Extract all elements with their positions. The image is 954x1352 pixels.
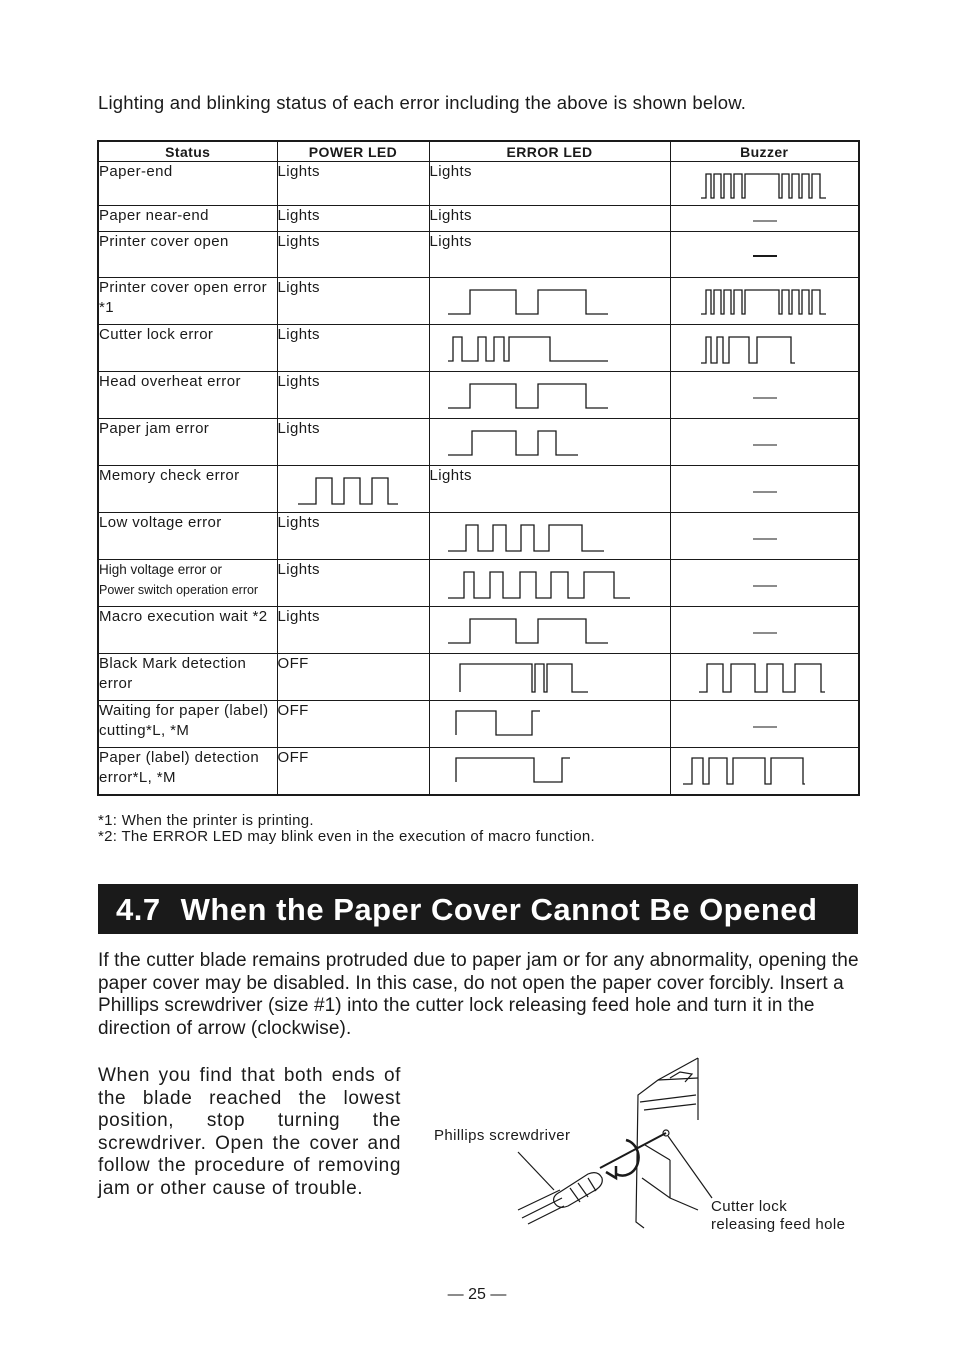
followup-paragraph: When you find that both ends of the blade reached the lowest position, stop turning the screwdriver. Open the cover and follow the procedure of removing jam or other cause of trouble. [98,1065,401,1199]
buzzer-waveform [671,419,860,466]
label-feed-hole: releasing feed hole [711,1216,846,1233]
status-cell: Paper (label) detection error*L, *M [98,748,277,795]
error-led-waveform [430,419,671,466]
status-cell: Paper near-end [98,206,277,232]
error-led-cell [429,654,670,701]
error-led-cell [429,513,670,560]
buzzer-cell [670,162,859,206]
power-led-cell: Lights [277,206,429,232]
waveform-trace [298,478,398,504]
waveform-trace [448,290,608,314]
error-led-waveform [430,513,671,560]
table-row [98,748,859,795]
waveform-trace [448,619,608,643]
waveform-trace [448,572,630,598]
power-led-cell: Lights [277,419,429,466]
error-status-table [97,140,860,796]
buzzer-cell [670,372,859,419]
buzzer-cell [670,466,859,513]
status-cell: Head overheat error [98,372,277,419]
section-title: When the Paper Cover Cannot Be Opened [180,892,818,927]
waveform-trace [460,664,588,692]
buzzer-waveform [671,325,860,372]
buzzer-cell [670,748,859,795]
error-led-cell [429,419,670,466]
buzzer-cell [670,232,859,278]
waveform-trace [448,337,608,361]
table-row [98,560,859,607]
buzzer-cell [670,206,859,232]
buzzer-cell [670,560,859,607]
header-power-led: POWER LED [277,141,429,162]
table-row [98,419,859,466]
status-cell: Paper jam error [98,419,277,466]
error-led-cell [429,748,670,795]
power-led-cell: Lights [277,232,429,278]
waveform-trace [701,337,795,363]
table-row [98,701,859,748]
error-led-waveform [430,748,671,795]
error-led-waveform [430,278,671,325]
waveform-trace [683,758,805,784]
buzzer-waveform [671,466,860,513]
waveform-trace [699,664,825,692]
error-led-cell [429,325,670,372]
status-cell: Paper-end [98,162,277,206]
error-led-cell [429,701,670,748]
status-cell: Low voltage error [98,513,277,560]
power-led-cell: Lights [277,325,429,372]
table-row [98,232,859,278]
status-cell: Macro execution wait *2 [98,607,277,654]
power-led-cell: Lights [277,162,429,206]
table-row [98,278,859,325]
label-cutter-lock: Cutter lock [711,1198,788,1215]
error-led-cell: Lights [429,206,670,232]
buzzer-cell [670,325,859,372]
power-led-cell: OFF [277,654,429,701]
power-led-cell: Lights [277,560,429,607]
power-led-cell: Lights [277,372,429,419]
status-line: Power switch operation error [99,583,259,597]
printer-illustration-icon [430,1050,870,1240]
buzzer-waveform [671,654,860,701]
power-led-cell: Lights [277,607,429,654]
buzzer-cell [670,278,859,325]
buzzer-cell [670,607,859,654]
error-led-waveform [430,372,671,419]
status-cell: Printer cover open error *1 [98,278,277,325]
waveform-trace [448,525,604,551]
table-row [98,162,859,206]
error-led-waveform [430,654,671,701]
buzzer-cell [670,701,859,748]
buzzer-waveform [671,206,860,232]
label-phillips-screwdriver: Phillips screwdriver [434,1127,571,1144]
buzzer-waveform [671,607,860,654]
buzzer-waveform [671,232,860,278]
footnotes [98,813,595,845]
error-led-cell: Lights [429,162,670,206]
error-led-waveform [430,325,671,372]
header-buzzer: Buzzer [670,141,859,162]
screwdriver-illustration [430,1050,870,1240]
waveform-trace [701,174,826,198]
buzzer-waveform [671,162,860,206]
waveform-trace [448,431,578,455]
power-led-cell: OFF [277,701,429,748]
table-row [98,325,859,372]
header-status: Status [98,141,277,162]
table-row [98,206,859,232]
error-led-waveform [430,607,671,654]
buzzer-waveform [671,513,860,560]
instruction-paragraph: If the cutter blade remains protruded due to paper jam or for any abnormality, opening the paper cover may be disabled. In this case, do not open the paper cover forcibly. Insert a Phillips screwdriver (size #1) into the cutter lock releasing feed hole and turn it in the direction of arrow (clockwise). [98,950,859,1039]
table-header-row [98,141,859,162]
buzzer-waveform [671,701,860,748]
waveform-trace [456,711,540,735]
error-led-cell: Lights [429,232,670,278]
buzzer-cell [670,654,859,701]
error-led-cell [429,372,670,419]
power-led-cell: OFF [277,748,429,795]
table-row [98,372,859,419]
buzzer-waveform [671,748,860,795]
buzzer-waveform [671,278,860,325]
buzzer-cell [670,419,859,466]
error-led-cell [429,560,670,607]
error-led-cell [429,607,670,654]
power-led-cell: Lights [277,513,429,560]
header-error-led: ERROR LED [429,141,670,162]
status-line: High voltage error or [99,562,223,577]
power-led-waveform [278,466,430,513]
error-led-cell [429,278,670,325]
status-cell: Memory check error [98,466,277,513]
power-led-cell [277,466,429,513]
waveform-trace [701,290,826,314]
table-row [98,466,859,513]
error-led-cell: Lights [429,466,670,513]
status-cell: Waiting for paper (label) cutting*L, *M [98,701,277,748]
section-number: 4.7 [116,892,161,927]
status-cell [98,560,277,607]
status-cell: Cutter lock error [98,325,277,372]
buzzer-cell [670,513,859,560]
table-row [98,654,859,701]
waveform-trace [448,384,608,408]
footnote: *1: When the printer is printing. [98,812,314,829]
waveform-trace [456,758,570,782]
buzzer-waveform [671,372,860,419]
table-row [98,607,859,654]
error-led-waveform [430,701,671,748]
buzzer-waveform [671,560,860,607]
footnote: *2: The ERROR LED may blink even in the execution of macro function. [98,828,596,845]
error-led-waveform [430,560,671,607]
table-row [98,513,859,560]
section-heading [98,884,858,934]
power-led-cell: Lights [277,278,429,325]
status-cell: Printer cover open [98,232,277,278]
status-cell: Black Mark detection error [98,654,277,701]
intro-text: Lighting and blinking status of each error including the above is shown below. [98,92,747,113]
page-number: — 25 — [447,1286,507,1303]
